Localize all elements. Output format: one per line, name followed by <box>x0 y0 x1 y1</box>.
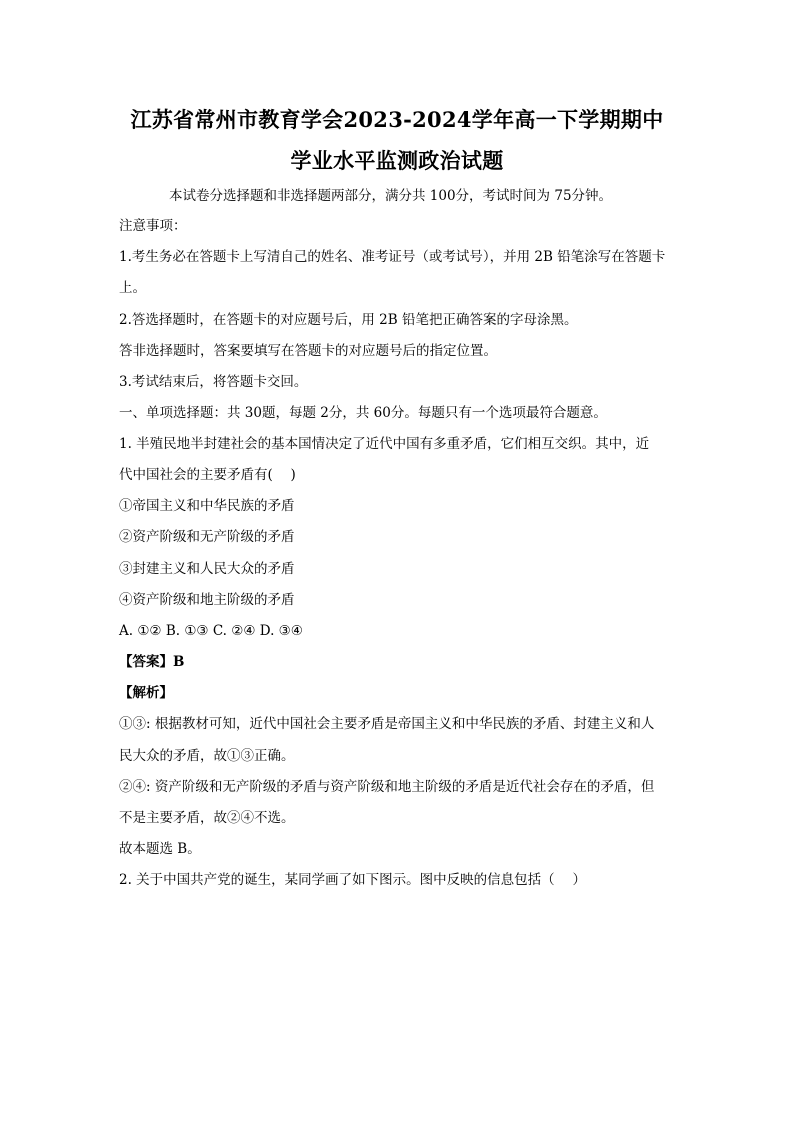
title-line-1: 江苏省常州市教育学会2023-2024学年高一下学期期中 <box>130 107 664 132</box>
q1-option-4: ④资产阶级和地主阶级的矛盾 <box>119 592 295 608</box>
q1-answer: 【答案】B <box>119 654 185 670</box>
q1-analysis-1-line-a: ①③: 根据教材可知，近代中国社会主要矛盾是帝国主义和中华民族的矛盾、封建主义和人 <box>119 716 655 732</box>
q1-option-3: ③封建主义和人民大众的矛盾 <box>119 561 295 577</box>
q1-option-1: ①帝国主义和中华民族的矛盾 <box>119 498 295 514</box>
note-1-line-b: 上。 <box>119 280 146 296</box>
intro-text: 本试卷分选择题和非选择题两部分，满分共 100分，考试时间为 75分钟。 <box>169 188 613 204</box>
q1-analysis-1-line-b: 民大众的矛盾，故①③正确。 <box>119 748 295 764</box>
note-2-line-a: 2.答选择题时，在答题卡的对应题号后，用 2B 铅笔把正确答案的字母涂黑。 <box>119 312 578 328</box>
q1-analysis-heading: 【解析】 <box>119 685 173 701</box>
q1-stem-line-b: 代中国社会的主要矛盾有( ) <box>119 467 296 483</box>
q1-analysis-2-line-b: 不是主要矛盾，故②④不选。 <box>119 810 295 826</box>
q1-stem-line-a: 1. 半殖民地半封建社会的基本国情决定了近代中国有多重矛盾，它们相互交织。其中，近 <box>119 436 650 452</box>
q1-choices: A. ①② B. ①③ C. ②④ D. ③④ <box>119 623 303 639</box>
note-1-line-a: 1.考生务必在答题卡上写清自己的姓名、准考证号（或考试号），并用 2B 铅笔涂写在答题卡 <box>119 249 666 265</box>
note-2-line-b: 答非选择题时，答案要填写在答题卡的对应题号后的指定位置。 <box>119 343 497 359</box>
q1-analysis-2-line-a: ②④: 资产阶级和无产阶级的矛盾与资产阶级和地主阶级的矛盾是近代社会存在的矛盾，但 <box>119 779 655 795</box>
q2-stem: 2. 关于中国共产党的诞生，某同学画了如下图示。图中反映的信息包括（ ） <box>119 872 586 888</box>
note-3: 3.考试结束后，将答题卡交回。 <box>119 374 308 390</box>
section-heading: 一、单项选择题：共 30题，每题 2分，共 60分。每题只有一个选项最符合题意。 <box>119 405 607 421</box>
title-line-2: 学业水平监测政治试题 <box>290 148 504 173</box>
notes-heading: 注意事项： <box>119 218 187 234</box>
q1-option-2: ②资产阶级和无产阶级的矛盾 <box>119 529 295 545</box>
q1-conclusion: 故本题选 B。 <box>119 841 201 857</box>
